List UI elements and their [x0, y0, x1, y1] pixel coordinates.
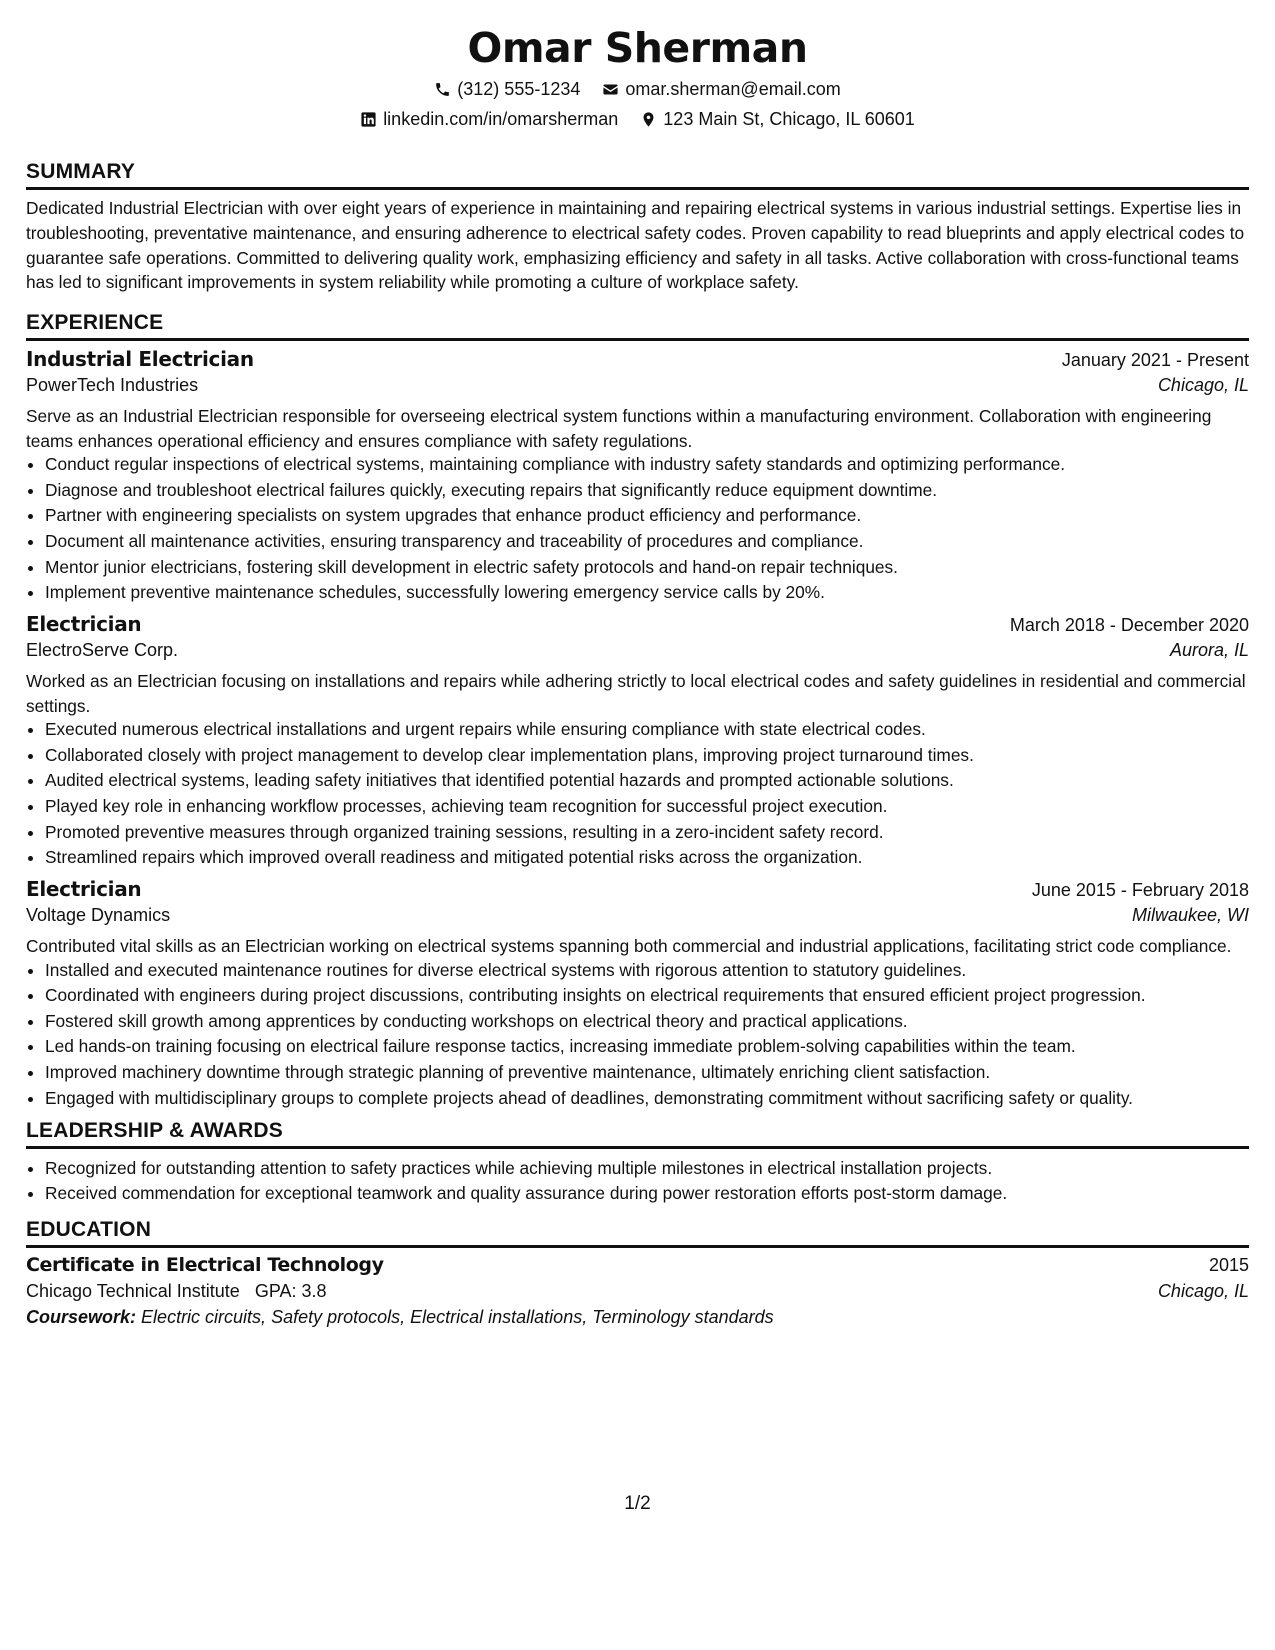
contact-row-1	[26, 74, 1249, 104]
education-section	[26, 1218, 1249, 1328]
leadership-bullets	[26, 1157, 1249, 1205]
job-subheader	[26, 375, 1249, 396]
section-title-leadership: LEADERSHIP & AWARDS	[26, 1119, 1249, 1149]
phone-text: (312) 555-1234	[457, 79, 581, 99]
education-degree: Certificate in Electrical Technology	[26, 1254, 384, 1277]
list-item: • Diagnose and troubleshoot electrical failures quickly, executing repairs that significantly reduce equipment downtime.	[45, 479, 1249, 501]
education-subheader	[26, 1281, 1249, 1302]
contact-row-2	[26, 104, 1249, 134]
job-dates: January 2021 - Present	[1061, 350, 1249, 371]
section-title-education: EDUCATION	[26, 1218, 1249, 1248]
resume-name: Omar Sherman	[467, 24, 808, 72]
list-item: • Promoted preventive measures through organized training sessions, resulting in a zero-incident safety record.	[45, 821, 1249, 843]
job-title: Industrial Electrician	[26, 347, 254, 372]
education-school: Chicago Technical Institute	[26, 1281, 240, 1302]
job-bullets	[26, 718, 1249, 868]
job-header	[26, 612, 1249, 636]
job-bullets	[26, 959, 1249, 1109]
contact-email[interactable]	[602, 77, 840, 101]
education-header	[26, 1254, 1249, 1276]
coursework-text: Electric circuits, Safety protocols, Electrical installations, Terminology standards	[141, 1307, 774, 1328]
section-title-experience: EXPERIENCE	[26, 311, 1249, 341]
job-entry	[26, 877, 1249, 1108]
job-description: Serve as an Industrial Electrician responsible for overseeing electrical system functions within a manufacturing environment. Collaboration with engineering teams enhances operational efficiency and ensures compliance with safety regulations.	[26, 406, 1212, 451]
job-company: PowerTech Industries	[26, 375, 199, 396]
address-text: 123 Main St, Chicago, IL 60601	[663, 109, 915, 129]
job-location: Aurora, IL	[1169, 640, 1249, 661]
education-gpa: GPA: 3.8	[254, 1281, 327, 1302]
job-entry	[26, 612, 1249, 868]
coursework-label: Coursework:	[26, 1307, 137, 1328]
list-item: • Mentor junior electricians, fostering skill development in electric safety protocols and hand-on repair techniques.	[45, 556, 1249, 578]
education-school-line	[26, 1281, 327, 1302]
education-coursework	[26, 1307, 1249, 1328]
list-item: • Implement preventive maintenance schedules, successfully lowering emergency service calls by 20%.	[45, 581, 1249, 603]
list-item: • Document all maintenance activities, ensuring transparency and traceability of procedures and compliance.	[45, 530, 1249, 552]
job-bullets	[26, 453, 1249, 603]
leadership-section	[26, 1119, 1249, 1205]
job-header	[26, 347, 1249, 371]
list-item: • Engaged with multidisciplinary groups to complete projects ahead of deadlines, demonstrating commitment without sacrificing safety or quality.	[45, 1087, 1249, 1109]
job-subheader	[26, 905, 1249, 926]
job-company: ElectroServe Corp.	[26, 640, 179, 661]
list-item: • Recognized for outstanding attention to safety practices while achieving multiple milestones in electrical installation projects.	[45, 1157, 1249, 1179]
summary-text: Dedicated Industrial Electrician with over eight years of experience in maintaining and repairing electrical systems in various industrial settings. Expertise lies in troubleshooting, preventative maintenance, and ensuring adherence to electrical safety codes. Proven capability to read blueprints and apply electrical codes to guarantee safe operations. Committed to delivering quality work, emphasizing efficiency and safety in all tasks. Active collaboration with cross-functional teams has led to significant improvements in system reliability while promoting a culture of workplace safety.	[26, 198, 1245, 293]
job-title: Electrician	[26, 877, 142, 902]
email-link[interactable]: omar.sherman@email.com	[625, 79, 841, 99]
envelope-icon	[602, 81, 619, 98]
job-company: Voltage Dynamics	[26, 905, 171, 926]
job-description: Contributed vital skills as an Electrician working on electrical systems spanning both commercial and industrial applications, facilitating strict code compliance.	[26, 936, 1232, 957]
job-subheader	[26, 640, 1249, 661]
list-item: • Fostered skill growth among apprentices by conducting workshops on electrical theory and practical applications.	[45, 1010, 1249, 1032]
list-item: • Conduct regular inspections of electrical systems, maintaining compliance with industry safety standards and optimizing performance.	[45, 453, 1249, 475]
job-location: Chicago, IL	[1157, 375, 1249, 396]
list-item: • Streamlined repairs which improved overall readiness and mitigated potential risks across the organization.	[45, 846, 1249, 868]
list-item: • Collaborated closely with project management to develop clear implementation plans, improving project turnaround times.	[45, 744, 1249, 766]
list-item: • Received commendation for exceptional teamwork and quality assurance during power restoration efforts post-storm damage.	[45, 1182, 1249, 1204]
page-number: 1/2	[624, 1493, 651, 1514]
list-item: • Executed numerous electrical installations and urgent repairs while ensuring compliance with state electrical codes.	[45, 718, 1249, 740]
job-dates: March 2018 - December 2020	[1009, 615, 1249, 636]
contact-linkedin[interactable]	[360, 107, 618, 131]
list-item: • Led hands-on training focusing on electrical failure response tactics, increasing immediate problem-solving capabilities within the team.	[45, 1035, 1249, 1057]
list-item: • Played key role in enhancing workflow processes, achieving team recognition for successful project execution.	[45, 795, 1249, 817]
resume-page	[26, 0, 1249, 1328]
list-item: • Coordinated with engineers during project discussions, contributing insights on electrical requirements that ensured efficient project progression.	[45, 984, 1249, 1006]
list-item: • Partner with engineering specialists on system upgrades that enhance product efficiency and performance.	[45, 504, 1249, 526]
map-pin-icon	[640, 111, 657, 128]
summary-section	[26, 160, 1249, 295]
contact-phone	[434, 77, 580, 101]
list-item: • Installed and executed maintenance routines for diverse electrical systems with rigorous attention to statutory guidelines.	[45, 959, 1249, 981]
job-header	[26, 877, 1249, 901]
education-location: Chicago, IL	[1157, 1281, 1249, 1302]
job-location: Milwaukee, WI	[1131, 905, 1249, 926]
list-item: • Improved machinery downtime through strategic planning of preventive maintenance, ultimately enriching client satisfaction.	[45, 1061, 1249, 1083]
job-description: Worked as an Electrician focusing on installations and repairs while adhering strictly to local electrical codes and safety guidelines in residential and commercial settings.	[26, 671, 1246, 716]
phone-icon	[434, 81, 451, 98]
education-year: 2015	[1208, 1255, 1249, 1276]
contact-address	[640, 107, 915, 131]
job-dates: June 2015 - February 2018	[1031, 880, 1249, 901]
linkedin-icon	[360, 111, 377, 128]
experience-section	[26, 311, 1249, 1108]
job-entry	[26, 347, 1249, 603]
list-item: • Audited electrical systems, leading safety initiatives that identified potential hazards and prompted actionable solutions.	[45, 769, 1249, 791]
job-title: Electrician	[26, 612, 142, 637]
section-title-summary: SUMMARY	[26, 160, 1249, 190]
linkedin-link[interactable]: linkedin.com/in/omarsherman	[383, 109, 619, 129]
